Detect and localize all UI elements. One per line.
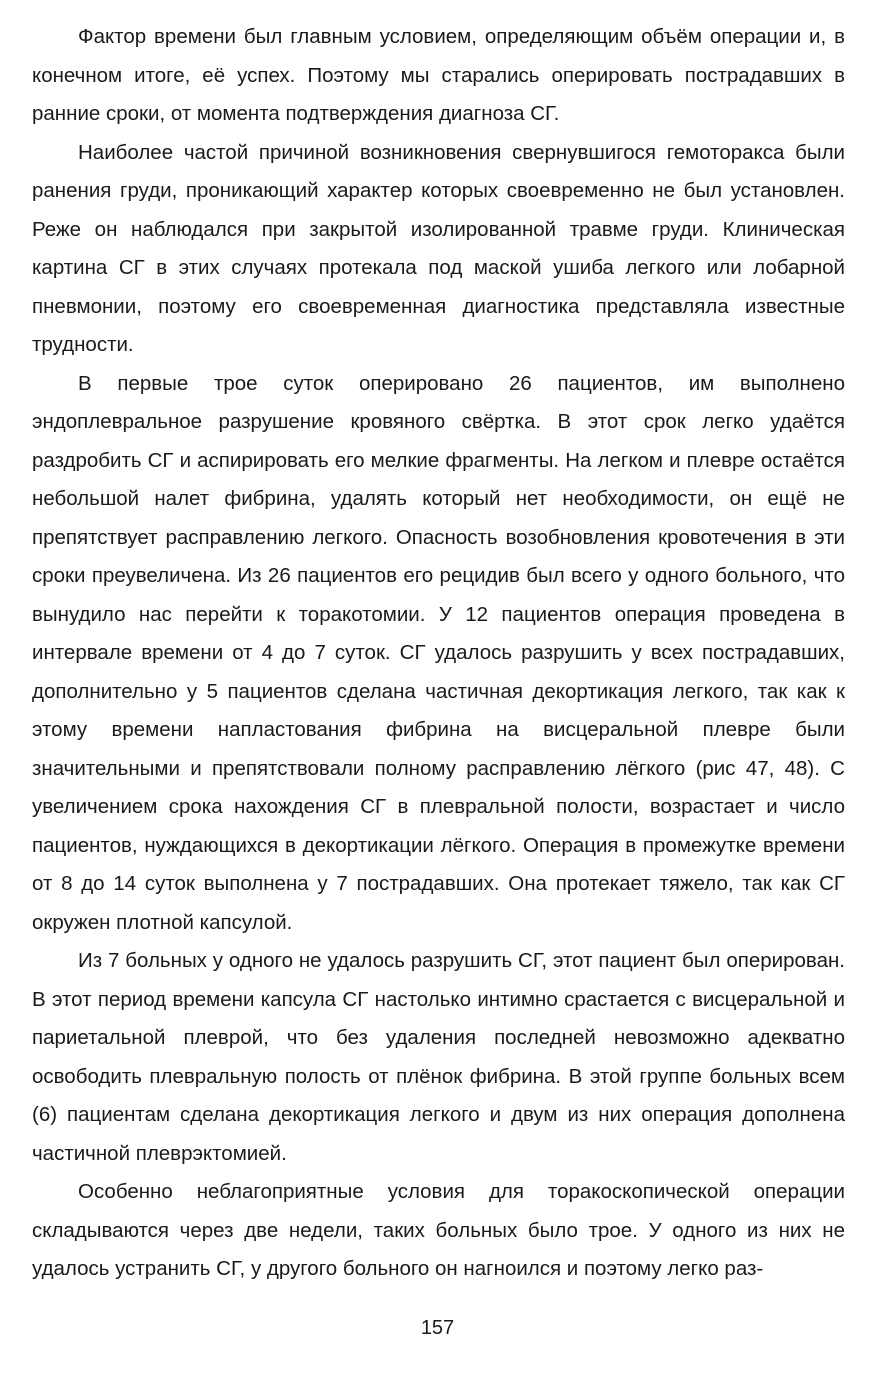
page-number: 157 — [420, 1317, 455, 1339]
body-text — [32, 18, 845, 1289]
paragraph: Из 7 больных у одного не удалось разрушить СГ, этот пациент был оперирован. В этот период времени капсула СГ настолько интимно срастается с висцеральной и париетальной плеврой, что без удаления последней невозможно адекватно освободить плевральную полость от плёнок фибрина. В этой группе больных всем (6) пациентам сделана декортикация легкого и двум из них операция дополнена частичной плеврэктомией. — [32, 949, 845, 1165]
paragraph: В первые трое суток оперировано 26 пациентов, им выполнено эндоплевральное разрушение кровяного свёртка. В этот срок легко удаётся раздробить СГ и аспирировать его мелкие фрагменты. На легком и плевре остаётся небольшой налет фибрина, удалять который нет необходимости, он ещё не препятствует расправлению легкого. Опасность возобновления кровотечения в эти сроки преувеличена. Из 26 пациентов его рецидив был всего у одного больного, что вынудило нас перейти к торакотомии. У 12 пациентов операция проведена в интервале времени от 4 до 7 суток. СГ удалось разрушить у всех пострадавших, дополнительно у 5 пациентов сделана частичная декортикация легкого, так как к этому времени напластования фибрина на висцеральной плевре были значительными и препятствовали полному расправлению лёгкого (рис 47, 48). С увеличением срока нахождения СГ в плевральной полости, возрастает и число пациентов, нуждающихся в декортикации лёгкого. Операция в промежутке времени от 8 до 14 суток выполнена у 7 пострадавших. Она протекает тяжело, так как СГ окружен плотной капсулой. — [32, 371, 845, 934]
paragraph: Фактор времени был главным условием, определяющим объём операции и, в конечном итоге, её успех. Поэтому мы старались оперировать пострадавших в ранние сроки, от момента подтверждения диагноза СГ. — [32, 25, 845, 125]
paragraph: Особенно неблагоприятные условия для торакоскопической операции складываются через две недели, таких больных было трое. У одного из них не удалось устранить СГ, у другого больного он нагноился и поэтому легко раз- — [32, 1180, 845, 1280]
paragraph: Наиболее частой причиной возникновения свернувшигося гемоторакса были ранения груди, проникающий характер которых своевременно не был установлен. Реже он наблюдался при закрытой изолированной травме груди. Клиническая картина СГ в этих случаях протекала под маской ушиба легкого или лобарной пневмонии, поэтому его своевременная диагностика представляла известные трудности. — [32, 140, 845, 356]
